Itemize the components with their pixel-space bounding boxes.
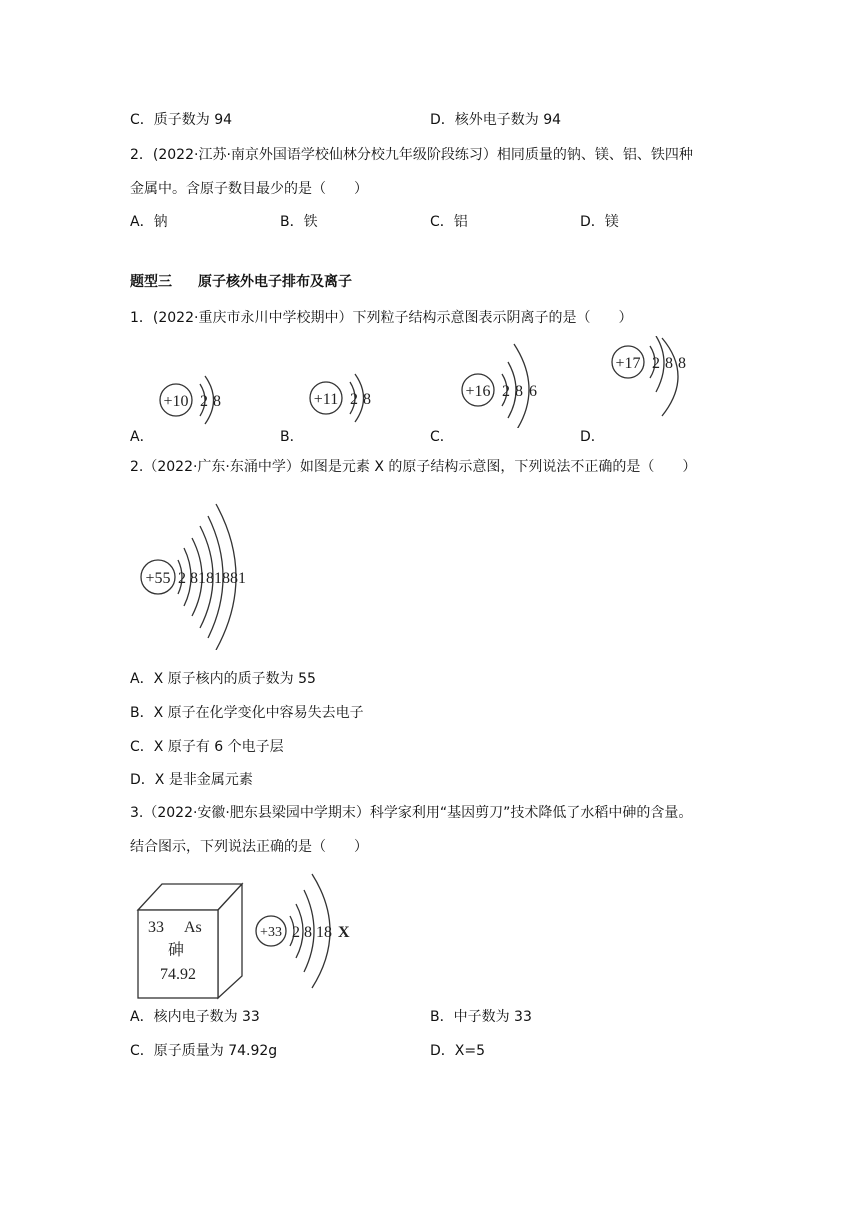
q2-prev-option-c: C．铝 bbox=[430, 214, 468, 230]
q2-prev-option-a: A．钠 bbox=[130, 214, 168, 230]
q2-stem: 2.（2022·广东·东涌中学）如图是元素 X 的原子结构示意图，下列说法不正确的是（ ） bbox=[130, 459, 697, 475]
nucleus-charge: +17 bbox=[615, 355, 641, 372]
q2-prev-option-b: B．铁 bbox=[280, 214, 318, 230]
q2-prev-stem-line2: 金属中。含原子数目最少的是（ ） bbox=[130, 181, 368, 197]
shell-count: 2 bbox=[350, 391, 358, 408]
shell-count: 6 bbox=[529, 383, 537, 400]
q1-stem: 1．(2022·重庆市永川中学校期中）下列粒子结构示意图表示阴离子的是（ ） bbox=[130, 310, 633, 326]
nucleus-charge: +33 bbox=[260, 925, 282, 940]
shell-counts: 2 8181881 bbox=[178, 570, 246, 587]
element-cell-box[interactable] bbox=[132, 880, 252, 1000]
prev-option-d: D．核外电子数为 94 bbox=[430, 112, 562, 128]
shell-count: 8 bbox=[213, 393, 221, 410]
q1-option-d-letter: D． bbox=[580, 429, 605, 445]
atomic-number: 33 bbox=[148, 919, 164, 936]
nucleus-charge: +16 bbox=[465, 383, 491, 400]
element-name: 砷 bbox=[168, 940, 185, 959]
q2-option-d: D．X 是非金属元素 bbox=[130, 772, 253, 788]
shell-count: 8 bbox=[678, 355, 686, 372]
q2-option-b: B．X 原子在化学变化中容易失去电子 bbox=[130, 705, 364, 721]
q1-option-b-diagram[interactable] bbox=[300, 370, 390, 430]
q1-option-b-letter: B． bbox=[280, 429, 304, 445]
shell-counts: 2 8 18 bbox=[292, 924, 332, 941]
shell-count: 8 bbox=[363, 391, 371, 408]
q1-option-a-diagram[interactable] bbox=[150, 372, 240, 432]
nucleus-charge: +10 bbox=[163, 393, 189, 410]
nucleus-charge: +55 bbox=[145, 570, 171, 587]
atomic-mass: 74.92 bbox=[160, 966, 196, 983]
q2-prev-option-d: D．镁 bbox=[580, 214, 619, 230]
q3-stem-line2: 结合图示，下列说法正确的是（ ） bbox=[130, 839, 368, 855]
q3-option-c: C．原子质量为 74.92g bbox=[130, 1043, 278, 1059]
q2-prev-stem-line1: 2．(2022·江苏·南京外国语学校仙林分校九年级阶段练习）相同质量的钠、镁、铝、铁四种 bbox=[130, 147, 693, 163]
q2-option-c: C．X 原子有 6 个电子层 bbox=[130, 739, 284, 755]
section-title: 原子核外电子排布及离子 bbox=[198, 274, 352, 290]
shell-count: 8 bbox=[665, 355, 673, 372]
shell-count: 8 bbox=[515, 383, 523, 400]
q3-option-b: B．中子数为 33 bbox=[430, 1009, 532, 1025]
q2-option-a: A．X 原子核内的质子数为 55 bbox=[130, 671, 316, 687]
shell-arc bbox=[662, 338, 678, 416]
q1-option-d-diagram[interactable] bbox=[602, 336, 712, 426]
q3-option-d: D．X=5 bbox=[430, 1043, 486, 1059]
q3-stem-line1: 3.（2022·安徽·肥东县梁园中学期末）科学家利用“基因剪刀”技术降低了水稻中砷的含量。 bbox=[130, 805, 693, 821]
nucleus-charge: +11 bbox=[313, 391, 339, 408]
q1-option-a-letter: A． bbox=[130, 429, 154, 445]
element-symbol: As bbox=[184, 919, 202, 936]
q3-option-a: A．核内电子数为 33 bbox=[130, 1009, 260, 1025]
q1-option-c-diagram[interactable] bbox=[452, 338, 562, 428]
section-label: 题型三 bbox=[130, 274, 172, 290]
shell-count: 2 bbox=[502, 383, 510, 400]
q1-option-c-letter: C． bbox=[430, 429, 454, 445]
shell-count: 2 bbox=[200, 393, 208, 410]
unknown-shell-x: X bbox=[338, 924, 350, 941]
shell-count: 2 bbox=[652, 355, 660, 372]
q2-atom-diagram[interactable] bbox=[138, 500, 268, 650]
prev-option-c: C．质子数为 94 bbox=[130, 112, 233, 128]
q3-atom-diagram[interactable] bbox=[254, 870, 364, 990]
